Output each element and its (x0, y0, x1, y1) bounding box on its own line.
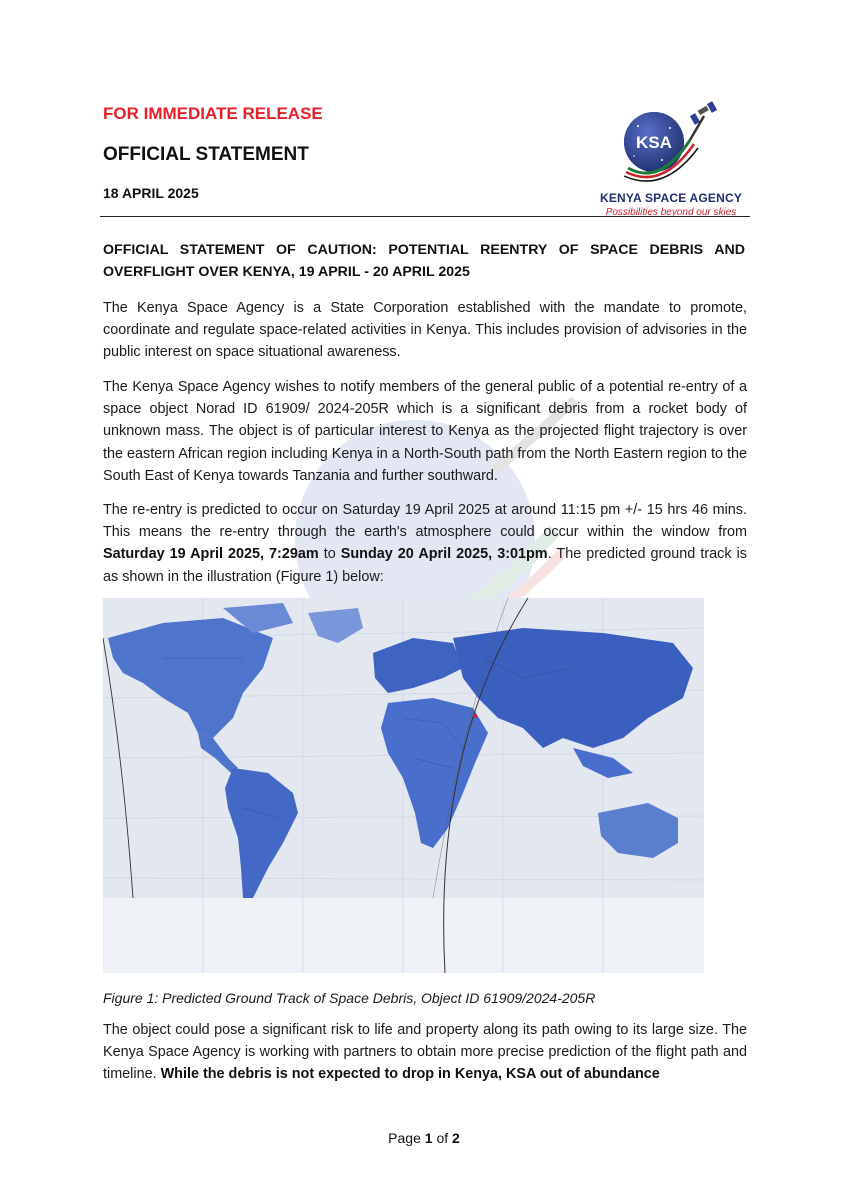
page-word: Page (388, 1130, 421, 1146)
ground-track-figure (103, 598, 704, 973)
page-total: 2 (452, 1130, 460, 1146)
reentry-text-e: . The predicted ground track is as shown in the illustration (Figure 1) below: (103, 546, 747, 585)
reentry-window-end: Sunday 20 April 2025, 3:01pm (340, 546, 548, 563)
paragraph-risk (103, 1019, 747, 1086)
release-label: FOR IMMEDIATE RELEASE (103, 104, 323, 123)
world-map-image (103, 598, 704, 973)
statement-label: OFFICIAL STATEMENT (103, 144, 309, 165)
page-number (0, 1130, 848, 1146)
agency-tagline: Possibilities beyond our skies (605, 207, 737, 218)
agency-name: KENYA SPACE AGENCY (599, 191, 743, 205)
page-of: of (436, 1130, 449, 1146)
svg-text:KSA: KSA (636, 133, 672, 152)
reentry-text-c: to (318, 546, 341, 563)
reentry-text-a: The re-entry is predicted to occur on Saturday 19 April 2025 at around 11:15 pm +/- 15 hrs 46 mins. This means the re-entry through the earth's atmosphere could occur within the window from (103, 502, 747, 541)
paragraph-reentry-window (103, 499, 747, 588)
figure-caption: Figure 1: Predicted Ground Track of Space Debris, Object ID 61909/2024-205R (103, 990, 596, 1006)
paragraph-mandate: The Kenya Space Agency is a State Corporation established with the mandate to promote, coordinate and regulate space-related activities in Kenya. This includes provision of advisories in the public interest on space situational awareness. (103, 300, 747, 361)
risk-text-bold: While the debris is not expected to drop in Kenya, KSA out of abundance (160, 1066, 660, 1083)
statement-heading: OFFICIAL STATEMENT OF CAUTION: POTENTIAL REENTRY OF SPACE DEBRIS AND OVERFLIGHT OVER KENYA, 19 APRIL - 20 APRIL 2025 (103, 242, 745, 280)
page-current: 1 (424, 1130, 433, 1146)
reentry-window-start: Saturday 19 April 2025, 7:29am (103, 546, 319, 563)
paragraph-notification: The Kenya Space Agency wishes to notify members of the general public of a potential re-entry of a space object Norad ID 61909/ 2024-205R which is a significant debris from a rocket body of unknown mass. The object is of particular interest to Kenya as the projected flight trajectory is over the eastern African region including Kenya in a North-South path from the North Eastern region to the South East of Kenya towards Tanzania and further southward. (103, 379, 747, 484)
statement-date: 18 APRIL 2025 (103, 185, 199, 201)
header-divider (100, 216, 750, 217)
risk-text-a: The object could pose a significant risk to life and property along its path owing to its large size. The Kenya Space Agency is working with partners to obtain more precise prediction of the flight path and timeline. (103, 1022, 747, 1083)
